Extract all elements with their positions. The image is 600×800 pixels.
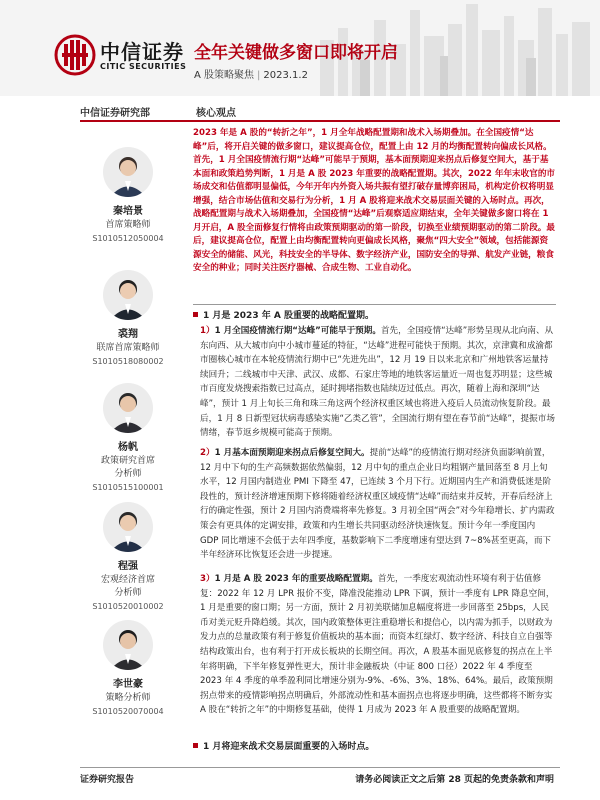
brand-name-cn: 中信证券: [100, 40, 184, 64]
author-cert-number: S1010515100001: [92, 483, 164, 492]
author-photo: [103, 502, 153, 552]
author-name: 杨帆: [118, 442, 138, 453]
author-cert-number: S1010520010002: [92, 602, 164, 611]
author-card: [78, 147, 178, 245]
series-separator: |: [257, 70, 261, 81]
author-role: 首席策略师: [105, 220, 151, 230]
core-view-label: 核心观点: [196, 108, 236, 119]
author-card: [78, 620, 178, 718]
brand-name-en: CITIC SECURITIES: [100, 62, 187, 71]
footer-report-type: 证券研究报告: [80, 775, 135, 785]
key-point-bullet: [193, 308, 374, 321]
footer-divider: [80, 767, 560, 768]
core-view-summary: 2023 年是 A 股的“转折之年”，1 月全年战略配置期和战术入场期叠加。在全国疫情“达峰”后，将开启关键的做多窗口，建议提高仓位，配置上由 12 月的均衡配置转向偏成长风格。首先，1 月全国疫情流行期“达峰”可能早于预期，基本面预期迎来拐点后修复空间大，基于基本面和政策趋势判断，1 月是 A 股 2023 年重要的战略配置期。其次，2022 年年末收官的市场成交和估值都明显偏低，今年开年内外资入场共振有望打破存量博弈困局，机构定价权将明显增强，结合市场估值和交易行为分析，1 月 A 股将迎来战术交易层面关键的入场时点。再次，战略配置期与战术入场期叠加，全国疫情“达峰”后观察适应期结束，全年关键做多窗口将在 1 月开启，A 股全面修复行情将由政策预期驱动的第一阶段，切换至业绩预期驱动的第二阶段。最后，建议提高仓位，配置上由均衡配置转向更偏成长风格，聚焦“四大安全”领域，包括能源资源安全的储能、风光，科技安全的半导体、数字经济产业，国防安全的导弹、航发产业链，粮食安全的种业；同时关注医疗器械、合成生物、工业自动化。: [193, 128, 556, 273]
report-header: [0, 0, 600, 96]
author-photo: [103, 270, 153, 320]
key-point-bullet: [193, 739, 374, 752]
author-name: 程强: [118, 561, 138, 572]
author-card: [78, 383, 178, 494]
section-divider: [80, 120, 560, 122]
paragraph-lead: 1 月是 A 股 2023 年的重要战略配置期。: [214, 574, 378, 584]
author-role: 联席首席策略师: [96, 343, 160, 353]
author-name: 秦培景: [113, 206, 143, 217]
report-series: A 股策略聚焦: [194, 70, 255, 81]
research-dept-label: 中信证券研究部: [80, 108, 150, 119]
author-cert-number: S1010512050004: [92, 234, 164, 243]
paragraph-lead: 1 月基本面预期迎来拐点后修复空间大。: [214, 448, 370, 458]
author-photo: [103, 620, 153, 670]
report-title: 全年关键做多窗口即将开启: [194, 43, 398, 63]
paragraph-body: 首先，一季度宏观流动性环境有利于估值修复：2022 年 12 月 LPR 报价不变，降准没能推动 LPR 下调，预计一季度有 LPR 降息空间，1 月是重要的窗口期；另一方面，预计 2 月初美联储加息幅度将进一步回落至 25bps，人民币对美元贬升降趋缓。其次，国内政策整体更注重稳增长和提信心，以内需为抓手，以财政为发力点的总量政策有利于修复价值板块的基本面；而资本红绿灯、数字经济、科技自立自强等结构政策出台，也有利于打开成长板块的长期空间。再次，A 股基本面见底修复的拐点在上半年将明确，下半年修复弹性更大，预计非金融板块（中证 800 口径）2022 年 4 季度至 2023 年 4 季度的单季盈利同比增速分别为-9%、-6%、3%、18%、64%。最后，政策预期拐点带来的疫情影响拐点明确后，外部流动性和基本面拐点也将逐步明确，这些都将不断夯实 A 股在“转折之年”的中期修复基础，使得 1 月成为 2023 年 A 股重要的战略配置期。: [200, 574, 555, 716]
paragraph: [200, 572, 556, 718]
paragraph-number: 1）: [200, 326, 215, 336]
author-card: [78, 502, 178, 613]
bullet-text: 1 月将迎来战术交易层面重要的入场时点。: [203, 742, 375, 752]
author-role: 宏观经济首席 分析师: [100, 575, 155, 598]
paragraph: [200, 324, 556, 441]
paragraph-number: 3）: [200, 574, 215, 584]
paragraph: [200, 446, 556, 563]
bullet-square-icon: [193, 312, 198, 317]
paragraph-lead: 1 月全国疫情流行期“达峰”可能早于预期。: [214, 326, 381, 336]
author-name: 李世豪: [113, 679, 143, 690]
footer-disclaimer: 请务必阅读正文之后第 28 页起的免责条款和声明: [355, 775, 554, 785]
paragraph-body: 提前“达峰”的疫情流行期对经济负面影响前置，12 月中下旬的生产高频数据依然偏弱，12 月中旬的重点企业日均粗钢产量回落至 8 月上旬水平，12 月国内制造业 PMI 下降至 47，已连续 3 个月下行。近期国内生产和消费低迷是阶段性的，预计经济增速预期下修将随着经济权重区域疫情“达峰”而结束并反转，开春后经济上行的确定性强，预计 2 月国内消费端将率先修复。3 月初全国“两会”对今年稳增长、扩内需政策会有更具体的定调安排，政策和内生增长共同驱动经济快速恢复。预计今年一季度国内 GDP 同比增速不会低于去年四季度，基数影响下二季度增速有望达到 7~8%甚至更高，而下半年经济环比恢复还会进一步提速。: [200, 448, 555, 561]
citic-logo-icon: [54, 34, 96, 76]
report-date: 2023.1.2: [263, 70, 308, 81]
bullet-text: 1 月是 2023 年 A 股重要的战略配置期。: [203, 311, 374, 321]
bullet-square-icon: [193, 743, 198, 748]
author-card: [78, 270, 178, 368]
report-series-line: [194, 66, 308, 81]
author-role: 策略分析师: [105, 693, 151, 703]
author-photo: [103, 147, 153, 197]
paragraph-number: 2）: [200, 448, 215, 458]
author-role: 政策研究首席 分析师: [100, 456, 155, 479]
paragraph-body: 首先，全国疫情“达峰”形势呈现从北向南、从东向西、从大城市向中小城市蔓延的特征，“达峰”进程可能快于预期。其次，京津冀和成渝都市圈核心城市在本轮疫情流行期中已“先进先出”，12 月 19 日以来北京和广州地铁客运量持续回升；二线城市中天津、武汉、成都、石家庄等地的地铁客运量近一周也复苏明显；这些城市百度发烧搜索指数已过高点，延时拥堵指数也陆续迈过低点。再次，随着上海和深圳“达峰”，预计 1 月上旬长三角和珠三角这两个经济权重区域也将进入疫后人员流动恢复阶段。最后，1 月 8 日新型冠状病毒感染实施“乙类乙管”，全国流行期有望在春节前“达峰”，提振市场情绪，春节返乡规模可能高于预期。: [200, 326, 555, 439]
divider: [193, 304, 556, 305]
author-cert-number: S1010520070004: [92, 707, 164, 716]
author-cert-number: S1010518080002: [92, 357, 164, 366]
author-photo: [103, 383, 153, 433]
author-name: 裘翔: [118, 329, 138, 340]
